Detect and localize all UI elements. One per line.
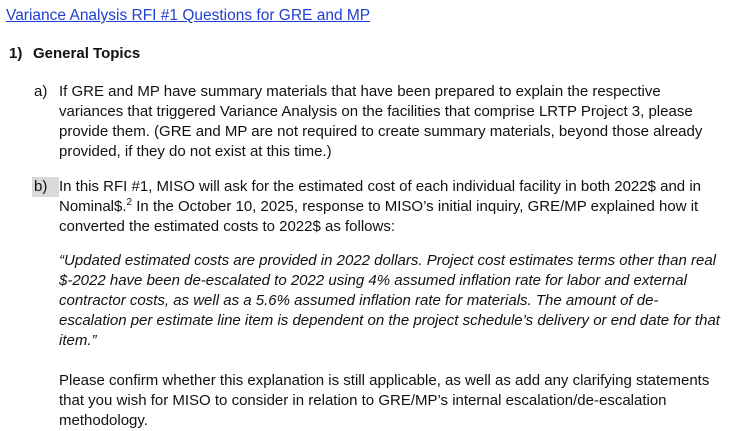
list-item-b xyxy=(34,177,724,431)
document-title: Variance Analysis RFI #1 Questions for GRE and MP xyxy=(6,7,371,24)
item-b-quote: “Updated estimated costs are provided in 2022 dollars. Project cost estimates terms other than real $-2022 have been de-escalated to 2022 using 4% assumed inflation rate for labor and external contractor costs, as well as a 5.6% assumed inflation rate for materials. The amount of de-escalation per estimate line item is dependent on the project schedule’s delivery or end date for that item.” xyxy=(59,252,720,349)
list-item-a xyxy=(34,82,724,162)
item-a-text: If GRE and MP have summary materials that have been prepared to explain the respective variances that triggered Variance Analysis on the facilities that comprise LRTP Project 3, please provide them. (GRE and MP are not required to create summary materials, beyond those already provided, if they do not exist at this time.) xyxy=(59,83,703,160)
section-title: General Topics xyxy=(33,45,141,62)
section-number: 1) xyxy=(9,45,23,62)
item-b-text xyxy=(59,177,724,237)
footnote-reference: 2 xyxy=(126,197,133,208)
item-b-text-part1: In this RFI #1, MISO will ask for the estimated cost of each individual facility in both 2022$ and in Nominal$. xyxy=(59,178,701,215)
item-b-text-part2: In the October 10, 2025, response to MISO’s initial inquiry, GRE/MP explained how it converted the estimated costs to 2022$ as follows: xyxy=(59,198,699,235)
list-marker-b: b) xyxy=(32,177,59,197)
list-marker-a: a) xyxy=(34,83,48,100)
item-b-followup: Please confirm whether this explanation is still applicable, as well as add any clarifying statements that you wish for MISO to consider in relation to GRE/MP’s internal escalation/de-escalation methodology. xyxy=(59,372,710,429)
section-heading xyxy=(9,44,140,64)
